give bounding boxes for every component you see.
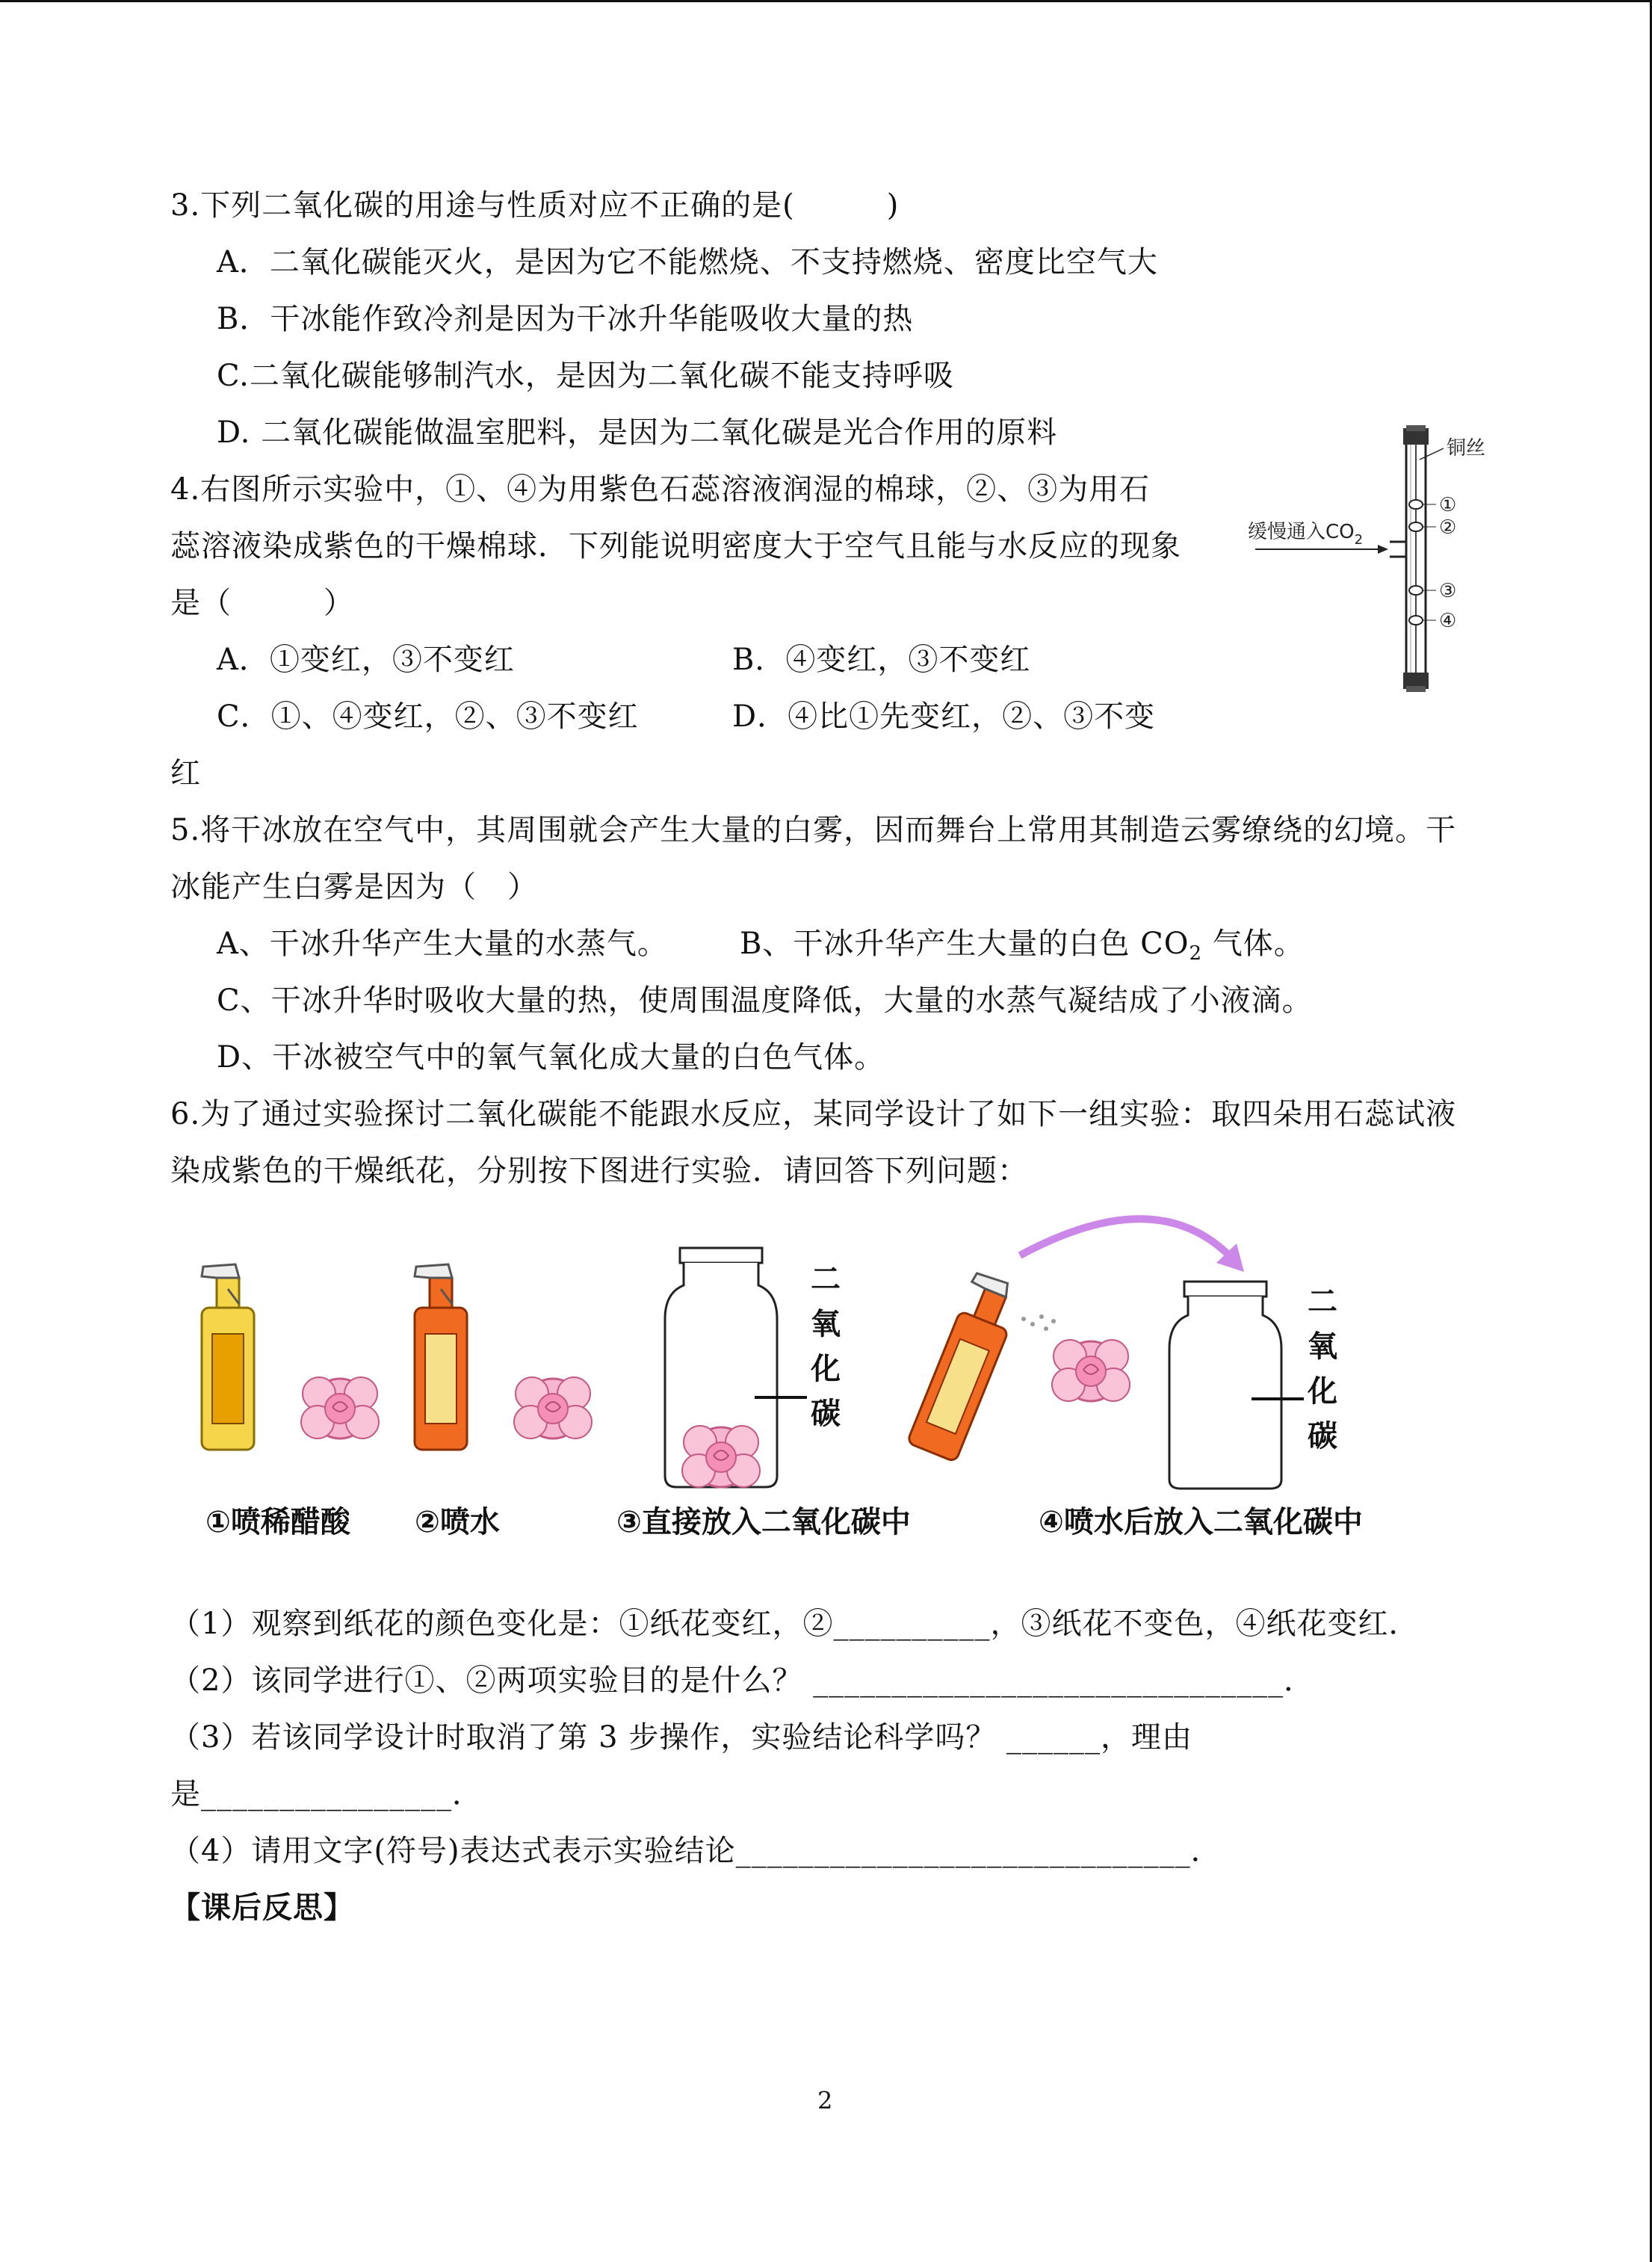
co2-jar-4	[1169, 1282, 1337, 1489]
reflection-heading: 【课后反思】	[170, 1890, 354, 1925]
q5-option-a: A、干冰升华产生大量的水蒸气。	[217, 927, 668, 961]
q5-option-b	[740, 925, 1305, 972]
caption-2: ②喷水	[415, 1505, 500, 1539]
page-border-top	[0, 0, 1652, 2]
q3-option-d: D. 二氧化碳能做温室肥料，是因为二氧化碳是光合作用的原料	[217, 415, 1058, 450]
jar3-label-char-1: 二	[811, 1262, 841, 1297]
copper-wire-label: 铜丝	[1447, 437, 1486, 460]
q6-sub2: （2）该同学进行①、②两项实验目的是什么？ ______________________________．	[170, 1663, 1315, 1698]
q4-stem-line3: 是（ ）	[170, 586, 354, 620]
q6-stem-line1: 6.为了通过实验探讨二氧化碳能不能跟水反应，某同学设计了如下一组实验：取四朵用石蕊试液	[170, 1097, 1457, 1131]
q4-option-d: D．④比①先变红，②、③不变	[732, 699, 1156, 734]
spray-bottle-tilted	[907, 1270, 1025, 1462]
q5-option-b-subscript: 2	[1189, 942, 1203, 965]
jar4-label-char-1: 二	[1308, 1285, 1337, 1319]
q5-option-c: C、干冰升华时吸收大量的热，使周围温度降低，大量的水蒸气凝结成了小液滴。	[217, 983, 1313, 1018]
marker-1: ①	[1439, 494, 1457, 516]
q4-option-a: A．①变红，③不变红	[217, 643, 515, 677]
cotton-ball-1	[1409, 500, 1423, 509]
flower-2	[514, 1377, 592, 1439]
spray-bottle-vinegar	[202, 1264, 254, 1450]
q6-sub1: （1）观察到纸花的颜色变化是：①纸花变红，②__________，③纸花不变色，④纸花变红．	[170, 1607, 1420, 1641]
q5-stem-line1: 5.将干冰放在空气中，其周围就会产生大量的白雾，因而舞台上常用其制造云雾缭绕的幻境。干	[170, 813, 1457, 847]
co2-jar-3	[665, 1248, 841, 1487]
spray-mist	[1021, 1314, 1056, 1331]
caption-3: ③直接放入二氧化碳中	[616, 1505, 911, 1539]
flower-4	[1052, 1340, 1130, 1401]
jar3-label-char-3: 化	[811, 1352, 841, 1386]
jar3-label-char-2: 氧	[811, 1307, 841, 1341]
cotton-ball-4	[1409, 616, 1423, 625]
jar3-label-char-4: 碳	[811, 1397, 841, 1431]
q5-option-b-tail: 气体。	[1202, 927, 1305, 961]
cotton-ball-3	[1409, 586, 1423, 595]
move-arrow	[1020, 1219, 1233, 1259]
caption-1: ①喷稀醋酸	[205, 1505, 350, 1539]
jar4-label-char-3: 化	[1308, 1374, 1337, 1409]
q3-option-a: A．二氧化碳能灭火，是因为它不能燃烧、不支持燃烧、密度比空气大	[217, 245, 1158, 279]
cotton-ball-2	[1409, 522, 1423, 531]
q4-option-c: C．①、④变红，②、③不变红	[217, 699, 639, 734]
q6-sub4: （4）请用文字(符号)表达式表示实验结论_____________________________．	[170, 1834, 1222, 1868]
flower-1	[301, 1377, 379, 1439]
q3-stem: 3.下列二氧化碳的用途与性质对应不正确的是( )	[170, 188, 900, 223]
q3-option-b: B．干冰能作致冷剂是因为干冰升华能吸收大量的热	[217, 302, 914, 336]
q5-option-d: D、干冰被空气中的氧气氧化成大量的白色气体。	[217, 1040, 885, 1075]
q4-option-b: B．④变红，③不变红	[732, 643, 1031, 677]
q4-option-d-continued: 红	[170, 756, 201, 791]
q3-option-c: C.二氧化碳能够制汽水，是因为二氧化碳不能支持呼吸	[217, 359, 954, 393]
q5-option-b-text: B、干冰升华产生大量的白色 CO	[740, 927, 1189, 961]
q6-sub3-continued: 是________________．	[170, 1777, 483, 1811]
jar4-label-char-2: 氧	[1308, 1329, 1337, 1364]
jar4-label-char-4: 碳	[1308, 1419, 1337, 1453]
caption-4: ④喷水后放入二氧化碳中	[1039, 1505, 1363, 1539]
paper-flower-experiment-figure	[187, 1211, 1457, 1547]
q4-stem-line2: 蕊溶液染成紫色的干燥棉球．下列能说明密度大于空气且能与水反应的现象	[170, 529, 1181, 563]
q6-stem-line2: 染成紫色的干燥纸花，分别按下图进行实验．请回答下列问题：	[170, 1154, 1028, 1188]
tube-apparatus-figure	[1240, 422, 1509, 710]
marker-2: ②	[1439, 516, 1457, 539]
q5-stem-line2: 冰能产生白雾是因为（ ）	[170, 870, 538, 904]
marker-3: ③	[1439, 580, 1457, 602]
q4-stem-line1: 4.右图所示实验中，①、④为用紫色石蕊溶液润湿的棉球，②、③为用石	[170, 472, 1151, 507]
page-number: 2	[817, 2086, 834, 2115]
marker-4: ④	[1439, 610, 1457, 632]
spray-bottle-water	[415, 1264, 467, 1450]
co2-inlet-label: 缓慢通入$CO_2$	[1248, 521, 1364, 548]
q6-sub3: （3）若该同学设计时取消了第 3 步操作，实验结论科学吗？ ______，理由	[170, 1720, 1193, 1755]
